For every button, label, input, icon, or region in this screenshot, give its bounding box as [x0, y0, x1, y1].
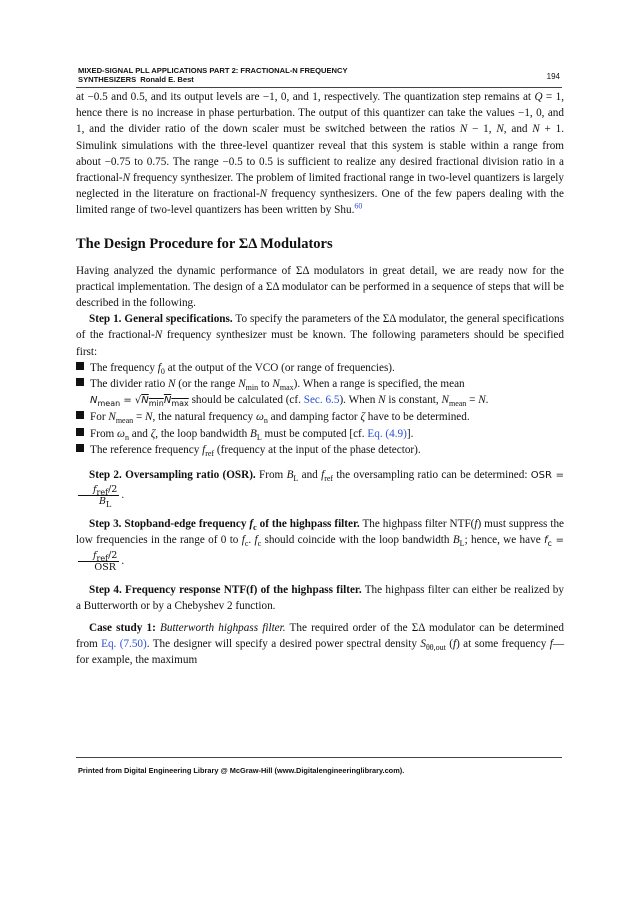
header-title-line1: MIXED-SIGNAL PLL APPLICATIONS PART 2: FRACTIONAL-N FREQUENCY	[78, 66, 348, 75]
paragraph-step4: Step 4. Frequency response NTF(f) of the highpass filter. The highpass filter can either be realized by a Butterworth or by a Chebyshev 2 function.	[76, 583, 564, 612]
bullet-square-icon	[76, 444, 84, 452]
step1-label: Step 1. General specifications.	[89, 313, 233, 326]
paragraph-quantizer: at −0.5 and 0.5, and its output levels are −1, 0, and 1, respectively. The quantization step remains at Q = 1, hence there is no increase in phase perturbation. The output of this quantizer can take the values −1, 0, and 1, and the divider ratio of the down scaler must be switched between the ratios N − 1, N, and N + 1. Simulink simulations with the three-level quantizer reveal that this system is stable within a range from about −0.75 to 0.75. The range −0.5 to 0.5 is sufficient to realize any desired fractional division ratio in a fractional-N frequency synthesizer. The problem of limited fractional range in two-level quantizers is largely neglected in the literature on fractional-N frequency synthesizers. One of the few papers dealing with the limited range of two-level quantizers has been written by Shu.$^{60}$	[76, 91, 565, 217]
header-rule	[76, 87, 562, 88]
section-heading: The Design Procedure for ΣΔ Modulators	[76, 235, 333, 252]
case-study-title: Butterworth highpass filter.	[160, 622, 286, 635]
bullet-item: From $\omega_n$ and ζ, the loop bandwidth $B_L$ must be computed [cf. Eq. (4.9)].	[76, 426, 564, 442]
paragraph-intro: Having analyzed the dynamic performance of ΣΔ modulators in great detail, we are ready now for the practical implementation. The design of a ΣΔ modulator can be performed in a sequence of steps that will be described in the following.	[76, 264, 564, 310]
fc-fraction: $\frac{f_{ref}/2}{\text{OSR}}$	[78, 550, 119, 573]
step3-label: Step 3. Stopband-edge frequency	[89, 518, 247, 531]
header-author: Ronald E. Best	[140, 75, 194, 84]
footer-text: Printed from Digital Engineering Library @ McGraw-Hill (www.Digitalengineeringlibrary.com).	[78, 766, 405, 775]
footer-rule	[76, 757, 562, 758]
bullet-item: For $N_{mean} = N$, the natural frequency $\omega_n$ and damping factor ζ have to be determined.	[76, 409, 564, 425]
paragraph-step2: Step 2. Oversampling ratio (OSR). From $B_L$ and $f_{ref}$ the oversampling ratio can be determined: OSR = $\frac{f_{ref}/2}{B_L}$ .	[76, 467, 564, 507]
bullet-square-icon	[76, 428, 84, 436]
paragraph-step3: Step 3. Stopband-edge frequency $f_c$ of the highpass filter. The highpass filter NTF(f) must suppress the low frequencies in the range of 0 to $f_c$. $f_c$ should coincide with the loop bandwidth $B_L$; hence, we have $f_c$ = $\frac{f_{ref}/2}{\text{OSR}}$ .	[76, 518, 565, 573]
bullet-item: The reference frequency $f_{ref}$ (frequency at the input of the phase detector).	[76, 442, 564, 458]
paragraph-step1: Step 1. General specifications. To specify the parameters of the ΣΔ modulator, the general specifications of the fractional-N frequency synthesizer must be known. The following parameters should be specified first:	[76, 313, 565, 358]
bullet-item: The frequency $f_0$ at the output of the VCO (or range of frequencies).	[76, 360, 564, 376]
page-body	[76, 89, 564, 669]
bullet-square-icon	[76, 362, 84, 370]
running-header	[78, 66, 568, 84]
mean-formula-line: $N_{mean} = √N_{min}N_{max}$ should be calculated (cf. Sec. 6.5). When N is constant, $N_{mean} = N$.	[90, 394, 489, 409]
step4-label: Step 4. Frequency response NTF(f) of the highpass filter.	[89, 583, 362, 596]
osr-fraction: $\frac{f_{ref}/2}{B_L}$	[78, 484, 119, 507]
bullet-item: The divider ratio N (or the range $N_{min}$ to $N_{max}$). When a range is specified, the mean	[76, 376, 564, 392]
header-title-line2: SYNTHESIZERS	[78, 75, 137, 84]
link-eq-4-9[interactable]: Eq. (4.9)	[367, 427, 407, 440]
step2-label: Step 2. Oversampling ratio (OSR).	[89, 469, 256, 482]
link-sec-6-5[interactable]: Sec. 6.5	[303, 394, 340, 407]
link-eq-7-50[interactable]: Eq. (7.50)	[101, 638, 147, 651]
page-number: 194	[546, 72, 560, 81]
paragraph-case-study: Case study 1: Butterworth highpass filter. The required order of the ΣΔ modulator can be determined from Eq. (7.50). The designer will specify a desired power spectral density $S_{\theta\theta,out}$ (f) at some frequency f—for example, the maximum	[76, 622, 564, 667]
bullet-square-icon	[76, 378, 84, 386]
bullet-square-icon	[76, 411, 84, 419]
reference-link-60[interactable]: 60	[354, 201, 363, 211]
case-study-label: Case study 1:	[89, 622, 156, 635]
